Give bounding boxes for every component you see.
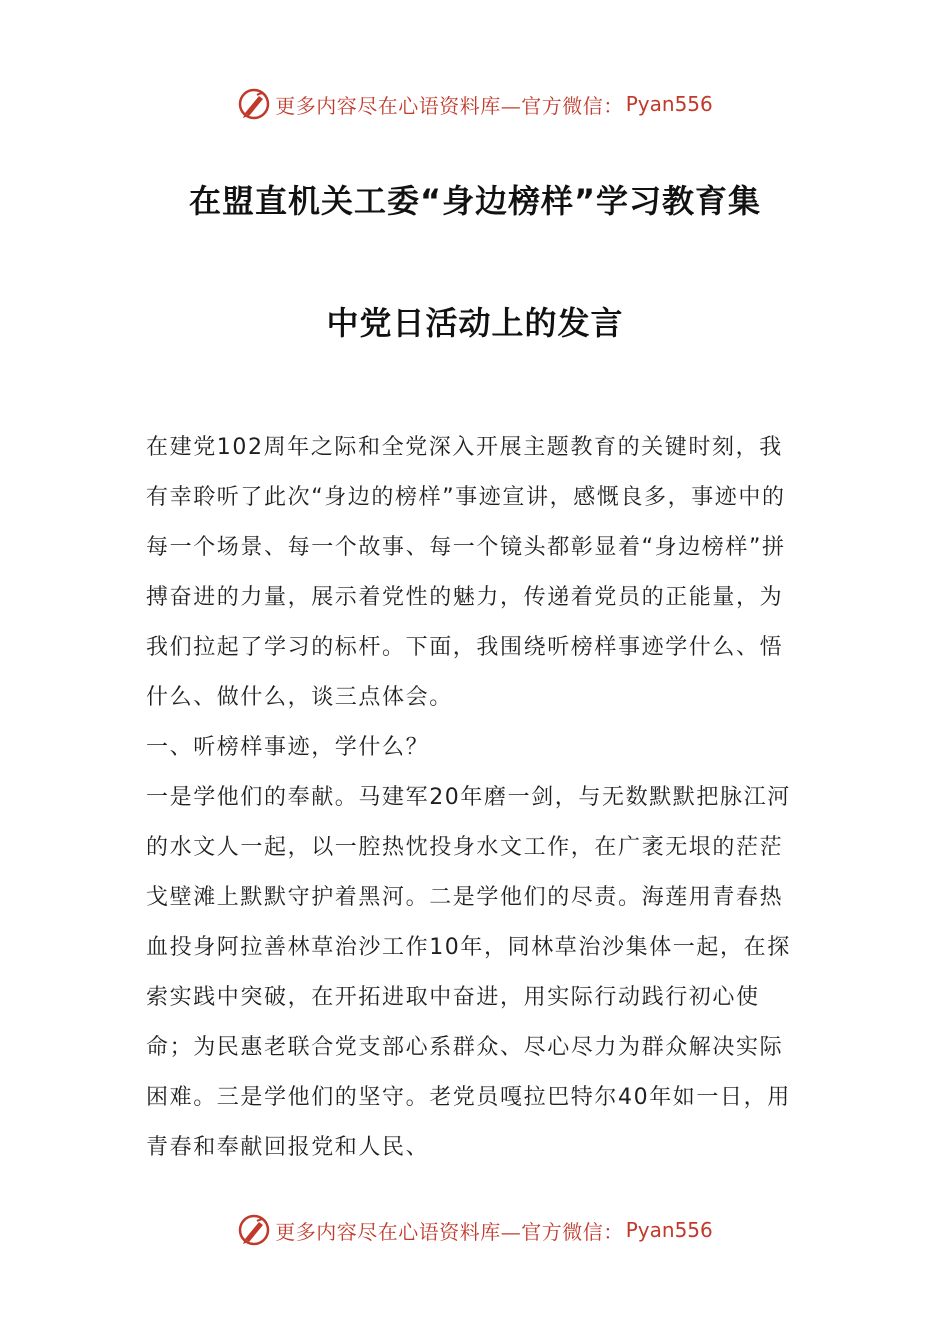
section-heading-1: 一、听榜样事迹，学什么？ <box>146 735 430 760</box>
paragraph-intro: 在建党102周年之际和全党深入开展主题教育的关键时刻，我有幸聆听了此次“身边的榜样”事迹宣讲，感慨良多，事迹中的每一个场景、每一个故事、每一个镜头都彰显着“身边榜样”拼搏奋进的力量，展示着党性的魅力，传递着党员的正能量，为我们拉起了学习的标杆。下面，我围绕听榜样事迹学什么、悟什么、做什么，谈三点体会。 <box>146 435 786 710</box>
watermark-text: 更多内容尽在心语资料库—官方微信： <box>275 1219 624 1244</box>
watermark-text: 更多内容尽在心语资料库—官方微信： <box>275 93 624 118</box>
watermark-header <box>0 84 950 124</box>
watermark-wechat-id: Pyan556 <box>625 1218 713 1242</box>
document-title-line-2: 中党日活动上的发言 <box>326 304 624 342</box>
pen-logo-icon <box>237 1213 271 1247</box>
watermark-wechat-id: Pyan556 <box>625 92 713 116</box>
paragraph-section-1: 一是学他们的奉献。马建军20年磨一剑，与无数默默把脉江河的水文人一起，以一腔热忱投身水文工作，在广袤无垠的茫茫戈壁滩上默默守护着黑河。二是学他们的尽责。海莲用青春热血投身阿拉善林草治沙工作10年，同林草治沙集体一起，在探索实践中突破，在开拓进取中奋进，用实际行动践行初心使命；为民惠老联合党支部心系群众、尽心尽力为群众解决实际困难。三是学他们的坚守。老党员嘎拉巴特尔40年如一日，用青春和奉献回报党和人民、 <box>146 785 791 1160</box>
watermark-footer <box>0 1210 950 1250</box>
document-title-line-1: 在盟直机关工委“身边榜样”学习教育集 <box>188 182 762 220</box>
pen-logo-icon <box>237 87 271 121</box>
document-body <box>146 423 806 1173</box>
